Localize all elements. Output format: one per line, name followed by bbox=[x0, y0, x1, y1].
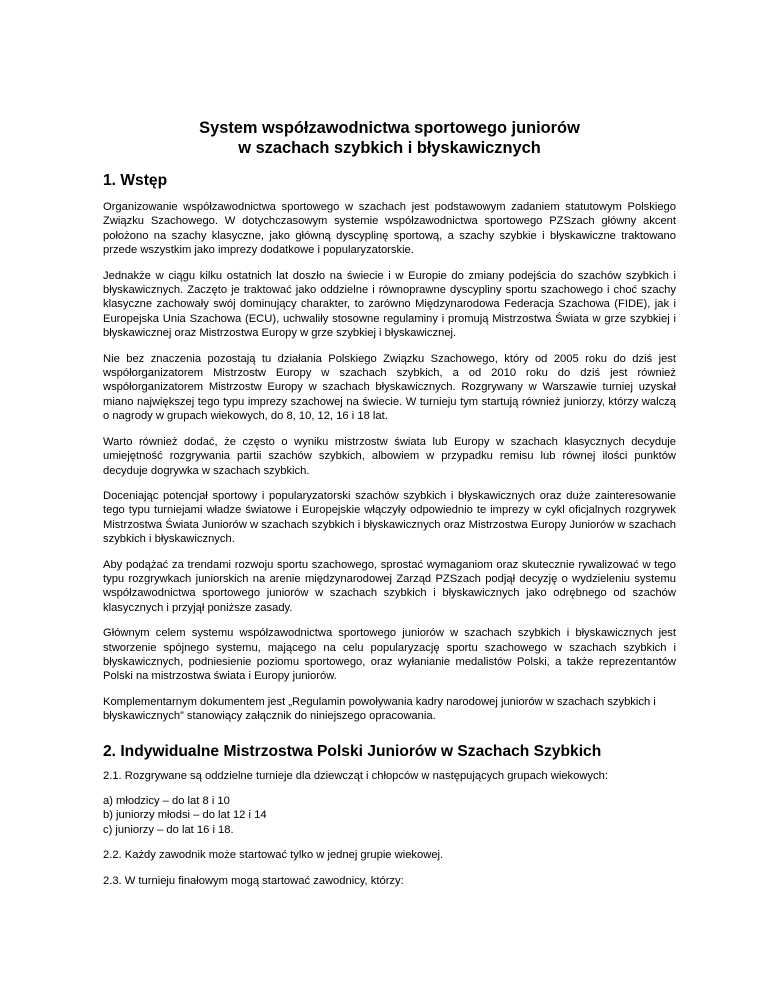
section-2-heading: 2. Indywidualne Mistrzostwa Polski Juniorów w Szachach Szybkich bbox=[103, 742, 602, 760]
section-1-heading: 1. Wstęp bbox=[103, 172, 168, 189]
document-page bbox=[103, 0, 676, 899]
paragraph-2-2: 2.2. Każdy zawodnik może startować tylko w jednej grupie wiekowej. bbox=[103, 849, 444, 862]
list-item: a) młodzicy – do lat 8 i 10 bbox=[103, 795, 230, 807]
paragraph: Organizowanie współzawodnictwa sportowego w szachach jest podstawowym zadaniem statutowym Polskiego Związku Szachowego. W dotychczasowym systemie współzawodnictwa sportowego PZSzach główny akcent położono na szachy klasyczne, jako główną dyscyplinę sportową, a szachy szybkie i błyskawiczne traktowano przede wszystkim jako imprezy dodatkowe i popularyzatorskie. bbox=[103, 201, 676, 257]
paragraph-2-3: 2.3. W turnieju finałowym mogą startować zawodnicy, którzy: bbox=[103, 874, 404, 887]
paragraph: Aby podążać za trendami rozwoju sportu szachowego, sprostać wymaganiom oraz skutecznie rywalizować w tego typu rozgrywkach juniorskich na arenie międzynarodowej Zarząd PZSzach podjął decyzję o wydzieleniu systemu współzawodnictwa sportowego juniorów w szachach szybkich i błyskawicznych jako odrębnego od szachów klasycznych i przyjął poniższe zasady. bbox=[103, 558, 676, 614]
paragraph: Głównym celem systemu współzawodnictwa sportowego juniorów w szachach szybkich i błyskawicznych jest stworzenie spójnego systemu, mającego na celu popularyzację sportu szachowego w szachach szybkich i błyskawicznych, podniesienie poziomu sportowego, oraz wyłanianie medalistów Polski, a także reprezentantów Polski na mistrzostwa świata i Europy juniorów. bbox=[103, 627, 676, 683]
paragraph: Jednakże w ciągu kilku ostatnich lat doszło na świecie i w Europie do zmiany podejścia do szachów szybkich i błyskawicznych. Zaczęto je traktować jako oddzielne i równoprawne dyscypliny sportu szachowego i choć szachy klasyczne zachowały swój dominujący charakter, to zarówno Międzynarodowa Federacja Szachowa (FIDE), jak i Europejska Unia Szachowa (ECU), uchwaliły stosowne regulaminy i promują Mistrzostwa Świata w grze szybkiej i błyskawicznej oraz Mistrzostwa Europy w grze szybkiej i błyskawicznej. bbox=[103, 269, 676, 340]
list-item: c) juniorzy – do lat 16 i 18. bbox=[103, 823, 234, 836]
paragraph: Warto również dodać, że często o wyniku mistrzostw świata lub Europy w szachach klasycznych decyduje umiejętność rozgrywania partii szachów szybkich, albowiem w przypadku remisu lub równej ilości punktów decyduje dogrywka w szachach szybkich. bbox=[103, 435, 676, 477]
document-title bbox=[103, 118, 676, 158]
paragraph-2-1: 2.1. Rozgrywane są oddzielne turnieje dla dziewcząt i chłopców w następujących grupach wiekowych: bbox=[103, 769, 608, 782]
age-group-list bbox=[103, 794, 676, 837]
paragraph: Nie bez znaczenia pozostają tu działania Polskiego Związku Szachowego, który od 2005 roku do dziś jest współorganizatorem Mistrzostw Europy w szachach szybkich, a od 2010 roku do dziś jest również współorganizatorem Mistrzostw Europy w szachach błyskawicznych. Rozgrywany w Warszawie turniej uzyskał miano największej tego typu imprezy szachowej na świecie. W turnieju tym startują również juniorzy, którzy walczą o nagrody w grupach wiekowych, do 8, 10, 12, 16 i 18 lat. bbox=[103, 352, 676, 423]
paragraph: Doceniając potencjał sportowy i popularyzatorski szachów szybkich i błyskawicznych oraz duże zainteresowanie tego typu turniejami władze światowe i Europejskie włączyły odpowiednio te imprezy w cykl oficjalnych rozgrywek Mistrzostwa Świata Juniorów w szachach szybkich i błyskawicznych oraz Mistrzostwa Europy Juniorów w szachach szybkich i błyskawicznych. bbox=[103, 489, 676, 546]
list-item: b) juniorzy młodsi – do lat 12 i 14 bbox=[103, 809, 267, 822]
paragraph: Komplementarnym dokumentem jest „Regulamin powoływania kadry narodowej juniorów w szachach szybkich i błyskawicznych” stanowiący załącznik do niniejszego opracowania. bbox=[103, 695, 656, 723]
title-line-2: w szachach szybkich i błyskawicznych bbox=[238, 139, 541, 157]
title-line-1: System współzawodnictwa sportowego juniorów bbox=[199, 119, 580, 137]
